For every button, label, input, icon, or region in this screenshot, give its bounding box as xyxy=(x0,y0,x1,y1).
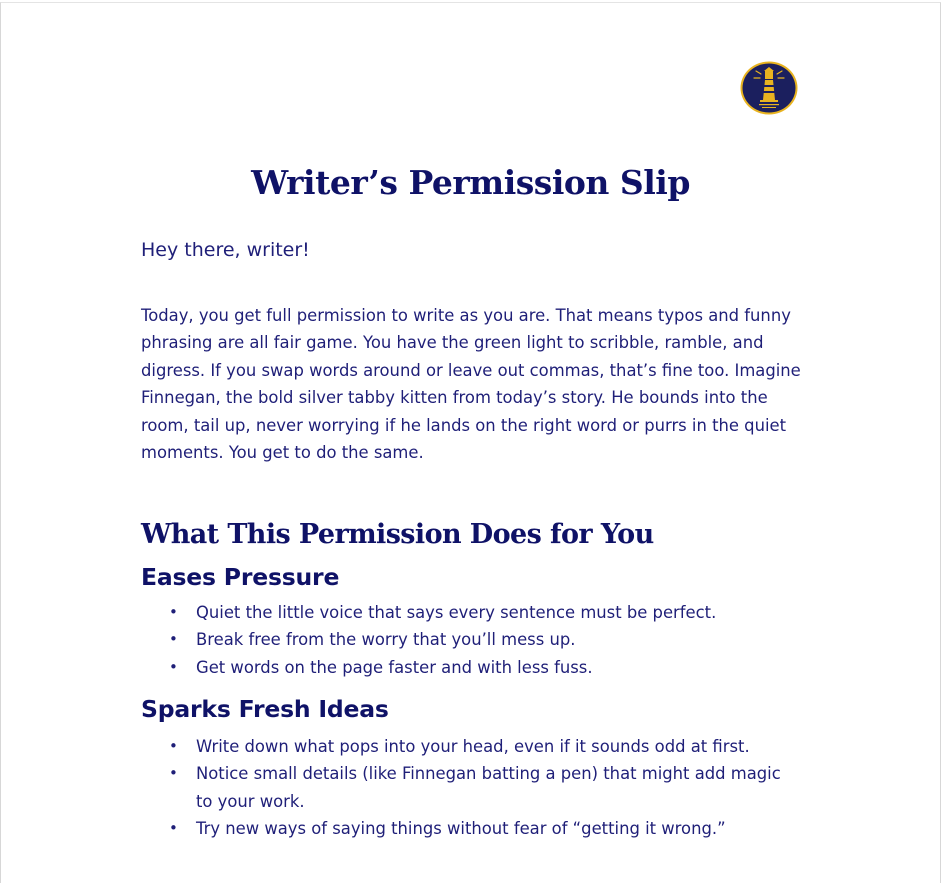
bullet-list-sparks-fresh-ideas xyxy=(141,733,801,843)
lighthouse-logo-icon xyxy=(739,60,799,116)
list-item: • Quiet the little voice that says every sentence must be perfect. xyxy=(141,599,801,626)
greeting: Hey there, writer! xyxy=(141,239,310,261)
list-item: • Break free from the worry that you’ll mess up. xyxy=(141,626,801,653)
section-heading: What This Permission Does for You xyxy=(141,519,654,550)
subsection-heading-eases-pressure: Eases Pressure xyxy=(141,563,340,591)
subsection-heading-sparks-fresh-ideas: Sparks Fresh Ideas xyxy=(141,695,389,723)
document-title: Writer’s Permission Slip xyxy=(251,163,690,202)
list-item: • Get words on the page faster and with less fuss. xyxy=(141,654,801,681)
list-item: • Notice small details (like Finnegan batting a pen) that might add magic to your work. xyxy=(141,760,801,815)
list-item: • Try new ways of saying things without fear of “getting it wrong.” xyxy=(141,815,801,842)
document-page xyxy=(0,2,941,883)
list-item: • Write down what pops into your head, even if it sounds odd at first. xyxy=(141,733,801,760)
bullet-list-eases-pressure xyxy=(141,599,801,681)
intro-paragraph: Today, you get full permission to write as you are. That means typos and funny phrasing are all fair game. You have the green light to scribble, ramble, and digress. If you swap words around or leave out commas, that’s fine too. Imagine Finnegan, the bold silver tabby kitten from today’s story. He bounds into the room, tail up, never worrying if he lands on the right word or purrs in the quiet moments. You get to do the same. xyxy=(141,306,801,463)
